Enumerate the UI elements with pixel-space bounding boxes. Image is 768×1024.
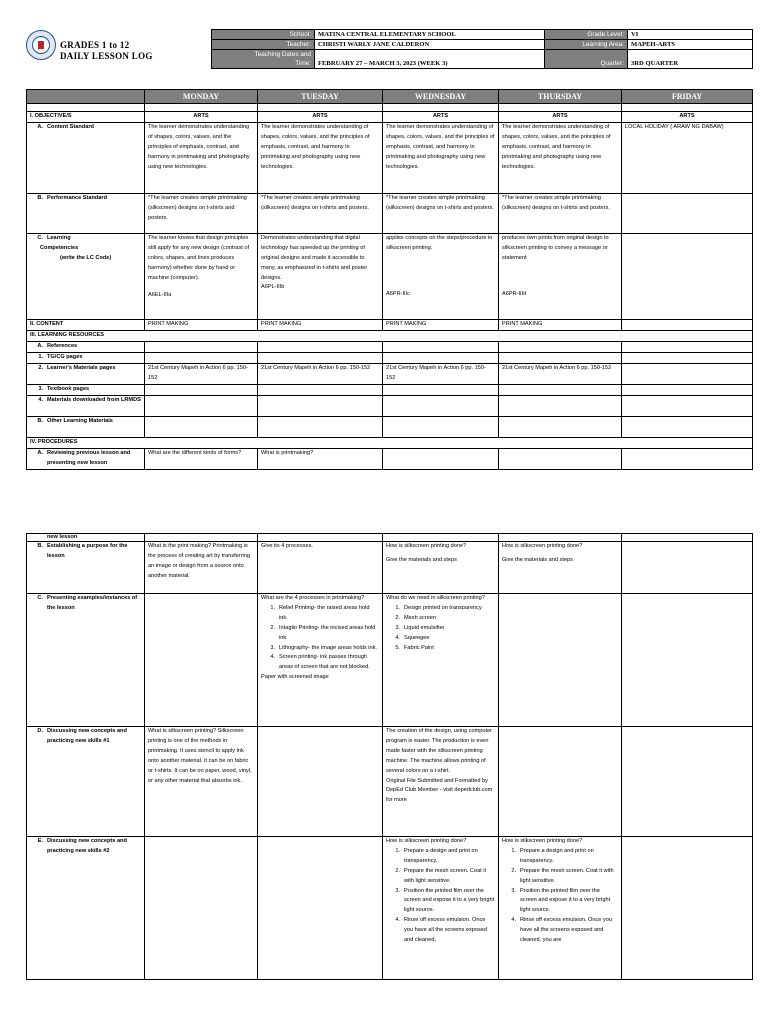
arts-monday: ARTS bbox=[145, 112, 258, 123]
purpose-friday bbox=[622, 542, 753, 594]
lm-tuesday: 21st Century Mapeh in Action 6 pp. 150-152 bbox=[258, 363, 383, 384]
day-header-thursday: THURSDAY bbox=[499, 90, 622, 104]
reviewing-monday: What are the different kinds of forms? bbox=[145, 448, 258, 469]
discussing-2-wednesday: How is silkscreen printing done? 1. Prepare a design and print on transparency. 2. Prepare the mesh screen. Coat it with light sensitive. 3. Position the printed film over the screen and expose it to a very bright light source. 4. Rinse off excess emulsion. Once you have all the screens exposed and cleaned, bbox=[383, 837, 499, 980]
lesson-log-table bbox=[26, 89, 753, 470]
content-thursday: PRINT MAKING bbox=[499, 319, 622, 330]
content-standard-thursday: The learner demonstrates understanding of shapes, colors, values, and the principles of emphasis, contrast, and harmony in printmaking and photography using new technologies. bbox=[499, 122, 622, 193]
competencies-wednesday: applies concepts on the steps/procedure in silkscreen printing. A6PR-IIIc bbox=[383, 233, 499, 319]
textbook-pages-label: 3. Textbook pages bbox=[27, 384, 145, 395]
performance-standard-tuesday: *The learner creates simple printmaking (silkscreen) designs on t-shirts and posters. bbox=[258, 193, 383, 233]
content-standard-monday: The learner demonstrates understanding of shapes, colors, values, and the principles of emphasis, contrast, and harmony in printmaking and photography using new technologies. bbox=[145, 122, 258, 193]
arts-thursday: ARTS bbox=[499, 112, 622, 123]
day-header-friday: FRIDAY bbox=[622, 90, 753, 104]
content-wednesday: PRINT MAKING bbox=[383, 319, 499, 330]
school-info-table bbox=[211, 29, 753, 69]
lm-monday: 21st Century Mapeh in Action 6 pp. 150-152 bbox=[145, 363, 258, 384]
competencies-tuesday: Demonstrates understanding that digital technology has speeded up the printing of original designs and made it accessible to many, as emphasized in t-shirts and poster designs. A6PL-IIIb bbox=[258, 233, 383, 319]
performance-standard-label: B. Performance Standard bbox=[27, 193, 145, 233]
printmaking-process-list: 1. Relief Printing- the raised areas hold ink. 2. Intaglio Printing- the incised areas hold ink 3. Lithography- the image areas holds ink. 4. Screen printing- ink passes through areas of screen that are not blocked. bbox=[270, 604, 377, 671]
day-header-blank bbox=[27, 90, 145, 104]
teacher-label: Teacher: bbox=[212, 40, 315, 50]
reviewing-label-continued: new lesson bbox=[27, 534, 145, 542]
content-monday: PRINT MAKING bbox=[145, 319, 258, 330]
presenting-examples-label: C. Presenting examples/instances of the lesson bbox=[27, 594, 145, 727]
performance-standard-friday bbox=[622, 193, 753, 233]
dates-label: Teaching Dates and Time: bbox=[212, 50, 315, 69]
quarter-label: Quarter: bbox=[545, 50, 628, 69]
reviewing-friday bbox=[622, 448, 753, 469]
establishing-purpose-label: B. Establishing a purpose for the lesson bbox=[27, 542, 145, 594]
examples-thursday bbox=[499, 594, 622, 727]
document-title: GRADES 1 to 12 DAILY LESSON LOG bbox=[60, 40, 153, 61]
tg-pages-label: 1. TG/CG pages bbox=[27, 352, 145, 363]
lm-pages-label: 2. Learner's Materials pages bbox=[27, 363, 145, 384]
deped-seal-icon bbox=[26, 30, 56, 60]
dates-value: FEBRUARY 27 – MARCH 3, 2023 (WEEK 3) bbox=[315, 50, 545, 69]
performance-standard-monday: *The learner creates simple printmaking (silkscreen) designs on t-shirts and posters. bbox=[145, 193, 258, 233]
learning-resources-label: III. LEARNING RESOURCES bbox=[27, 330, 753, 341]
discussing-1-monday: What is silkscreen printing? Silkscreen printing is one of the methods in printmaking. It uses stencil to apply ink onto another material. It can be on fabric or t-shirts. It can be on paper, wood, vinyl, or any other material that absorbs ink. bbox=[145, 727, 258, 837]
lm-wednesday: 21st Century Mapeh in Action 6 pp. 150-152 bbox=[383, 363, 499, 384]
content-tuesday: PRINT MAKING bbox=[258, 319, 383, 330]
silkscreen-steps-list-wednesday: 1. Prepare a design and print on transparency. 2. Prepare the mesh screen. Coat it with light sensitive. 3. Position the printed film over the screen and expose it to a very bright light source. 4. Rinse off excess emulsion. Once you have all the screens exposed and cleaned, bbox=[395, 847, 495, 944]
examples-friday bbox=[622, 594, 753, 727]
discussing-1-friday bbox=[622, 727, 753, 837]
school-value: MATINA CENTRAL ELEMENTARY SCHOOL bbox=[315, 30, 545, 40]
arts-wednesday: ARTS bbox=[383, 112, 499, 123]
quarter-value: 3RD QUARTER bbox=[628, 50, 753, 69]
day-header-wednesday: WEDNESDAY bbox=[383, 90, 499, 104]
arts-friday: ARTS bbox=[622, 112, 753, 123]
procedures-label: IV. PROCEDURES bbox=[27, 437, 753, 448]
area-label: Learning Area: bbox=[545, 40, 628, 50]
reviewing-label: A. Reviewing previous lesson and presenting new lesson bbox=[27, 448, 145, 469]
reviewing-thursday bbox=[499, 448, 622, 469]
discussing-2-monday bbox=[145, 837, 258, 980]
purpose-thursday: How is silkscreen printing done? Give the materials and steps bbox=[499, 542, 622, 594]
discussing-skills-1-label: D. Discussing new concepts and practicing new skills #1 bbox=[27, 727, 145, 837]
discussing-2-friday bbox=[622, 837, 753, 980]
examples-wednesday: What do we need in silkscreen printing? 1. Design printed on transparency 2. Mesh screen 3. Liquid emulsifier 4. Squeegee 5. Fabric Paint bbox=[383, 594, 499, 727]
objectives-label: I. OBJECTIVE/S bbox=[27, 112, 145, 123]
reviewing-tuesday: What is printmaking? bbox=[258, 448, 383, 469]
lesson-log-table-continued bbox=[26, 533, 753, 980]
lm-thursday: 21st Century Mapeh in Action 6 pp. 150-152 bbox=[499, 363, 622, 384]
content-label: II. CONTENT bbox=[27, 319, 145, 330]
competencies-label: C. Learning Competencies (write the LC Code) bbox=[27, 233, 145, 319]
area-value: MAPEH-ARTS bbox=[628, 40, 753, 50]
content-standard-wednesday: The learner demonstrates understanding of shapes, colors, values, and the principles of emphasis, contrast, and harmony in printmaking and photography using new technologies. bbox=[383, 122, 499, 193]
school-label: School: bbox=[212, 30, 315, 40]
performance-standard-thursday: *The learner creates simple printmaking (silkscreen) designs on t-shirts and posters. bbox=[499, 193, 622, 233]
day-header-tuesday: TUESDAY bbox=[258, 90, 383, 104]
content-friday bbox=[622, 319, 753, 330]
silkscreen-materials-list: 1. Design printed on transparency 2. Mesh screen 3. Liquid emulsifier 4. Squeegee 5. Fabric Paint bbox=[395, 604, 482, 651]
purpose-monday: What is the print making? Printmaking is the process of creating art by transferring an image or design from a source onto another material. bbox=[145, 542, 258, 594]
discussing-2-tuesday bbox=[258, 837, 383, 980]
content-standard-friday: LOCAL HOLIDAY ( ARAW NG DABAW) bbox=[622, 122, 753, 193]
examples-tuesday: What are the 4 processes in printmaking? 1. Relief Printing- the raised areas hold ink. 2. Intaglio Printing- the incised areas hold ink 3. Lithography- the image areas holds ink. 4. Screen printing- ink passes through areas of screen that are not blocked. Paper with screened image bbox=[258, 594, 383, 727]
discussing-skills-2-label: E. Discussing new concepts and practicing new skills #2 bbox=[27, 837, 145, 980]
grade-label: Grade Level: bbox=[545, 30, 628, 40]
arts-tuesday: ARTS bbox=[258, 112, 383, 123]
silkscreen-steps-list-thursday: 1. Prepare a design and print on transparency. 2. Prepare the mesh screen. Coat it with light sensitive. 3. Position the printed film over the screen and expose it to a very bright light source. 4. Rinse off excess emulsion. Once you have all the screens exposed and cleaned, you are bbox=[511, 847, 614, 944]
lm-friday bbox=[622, 363, 753, 384]
content-standard-label: A. Content Standard bbox=[27, 122, 145, 193]
examples-monday bbox=[145, 594, 258, 727]
purpose-wednesday: How is silkscreen printing done? Give the materials and steps bbox=[383, 542, 499, 594]
competencies-thursday: produces own prints from original design to silkscreen printing to convey a message or statement A6PR-IIId bbox=[499, 233, 622, 319]
purpose-tuesday: Give its 4 processes. bbox=[258, 542, 383, 594]
lrmds-materials-label: 4. Materials downloaded from LRMDS bbox=[27, 395, 145, 416]
teacher-value: CHRISTI WARLY JANE CALDERON bbox=[315, 40, 545, 50]
competencies-monday: The learner knows that design principles still apply for any new design (contrast of colors, shapes, and lines produces harmony) whether done by hand or machine (computer). A6EL-IIIa bbox=[145, 233, 258, 319]
references-label: A. References bbox=[27, 341, 145, 352]
other-materials-label: B. Other Learning Materials bbox=[27, 416, 145, 437]
grade-value: VI bbox=[628, 30, 753, 40]
content-standard-tuesday: The learner demonstrates understanding of shapes, colors, values, and the principles of emphasis, contrast, and harmony in printmaking and photography using new technologies. bbox=[258, 122, 383, 193]
reviewing-wednesday bbox=[383, 448, 499, 469]
discussing-2-thursday: How is silkscreen printing done? 1. Prepare a design and print on transparency. 2. Prepare the mesh screen. Coat it with light sensitive. 3. Position the printed film over the screen and expose it to a very bright light source. 4. Rinse off excess emulsion. Once you have all the screens exposed and cleaned, you are bbox=[499, 837, 622, 980]
day-header-monday: MONDAY bbox=[145, 90, 258, 104]
performance-standard-wednesday: *The learner creates simple printmaking (silkscreen) designs on t-shirts and posters. bbox=[383, 193, 499, 233]
discussing-1-thursday bbox=[499, 727, 622, 837]
competencies-friday bbox=[622, 233, 753, 319]
discussing-1-tuesday bbox=[258, 727, 383, 837]
discussing-1-wednesday: The creation of the design, using computer program is easier. The production is even made faster with the silkscreen printing machine. The machine allows printing of several colors on a t-shirt. Original File Submitted and Formatted by DepEd Club Member - visit depedclub.com for more bbox=[383, 727, 499, 837]
